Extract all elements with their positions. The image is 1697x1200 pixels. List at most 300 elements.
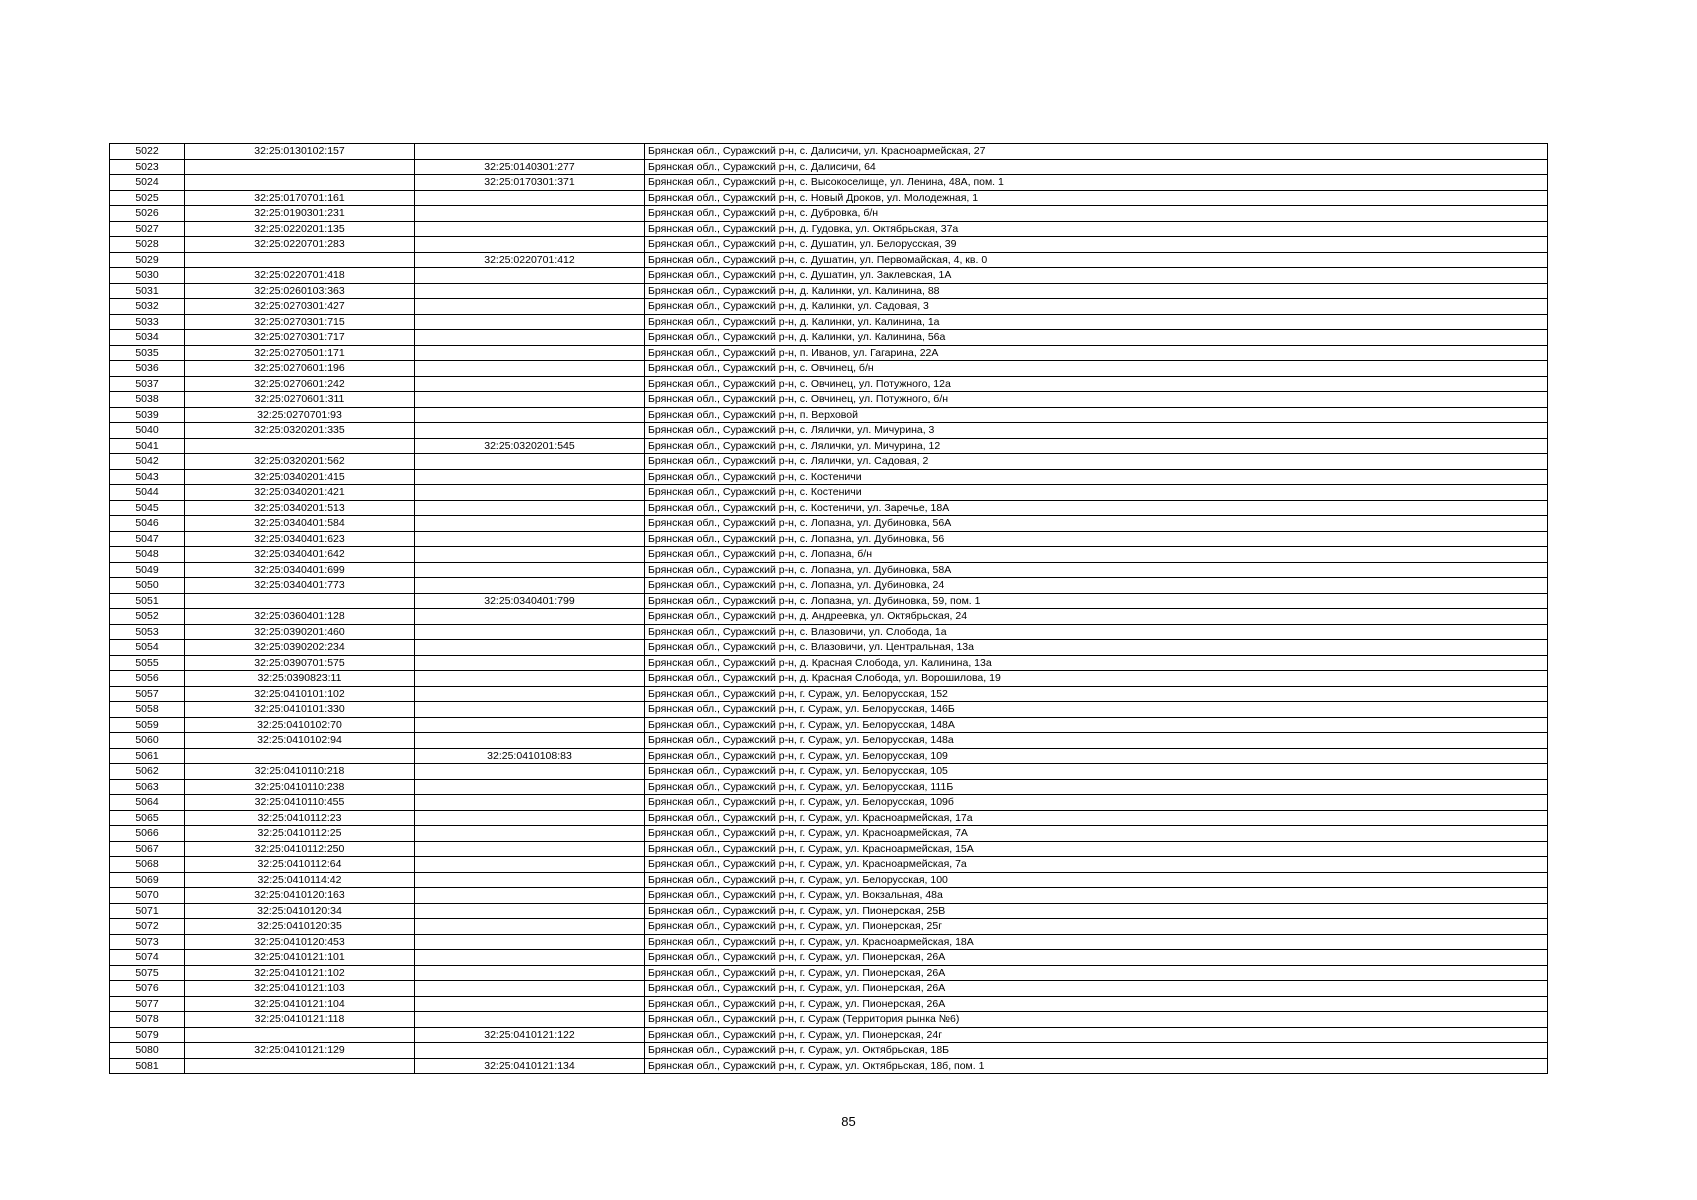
- cadastral-number-cell: 32:25:0340401:623: [185, 531, 415, 547]
- row-number-cell: 5056: [110, 671, 185, 687]
- object-cadastral-number-cell: [415, 237, 645, 253]
- address-cell: Брянская обл., Суражский р-н, г. Сураж, ул. Красноармейская, 7а: [645, 857, 1548, 873]
- table-row: [110, 392, 1548, 408]
- table-row: [110, 330, 1548, 346]
- address-cell: Брянская обл., Суражский р-н, г. Сураж, ул. Белорусская, 111Б: [645, 779, 1548, 795]
- object-cadastral-number-cell: [415, 330, 645, 346]
- object-cadastral-number-cell: 32:25:0410121:134: [415, 1058, 645, 1074]
- object-cadastral-number-cell: [415, 547, 645, 563]
- address-cell: Брянская обл., Суражский р-н, г. Сураж, ул. Белорусская, 109: [645, 748, 1548, 764]
- address-cell: Брянская обл., Суражский р-н, с. Лопазна, ул. Дубиновка, 24: [645, 578, 1548, 594]
- cadastral-number-cell: [185, 1027, 415, 1043]
- row-number-cell: 5035: [110, 345, 185, 361]
- object-cadastral-number-cell: [415, 314, 645, 330]
- object-cadastral-number-cell: [415, 950, 645, 966]
- object-cadastral-number-cell: [415, 283, 645, 299]
- cadastral-number-cell: 32:25:0410121:118: [185, 1012, 415, 1028]
- address-cell: Брянская обл., Суражский р-н, д. Красная Слобода, ул. Калинина, 13а: [645, 655, 1548, 671]
- table-row: [110, 361, 1548, 377]
- object-cadastral-number-cell: [415, 764, 645, 780]
- object-cadastral-number-cell: [415, 624, 645, 640]
- object-cadastral-number-cell: [415, 779, 645, 795]
- table-row: [110, 516, 1548, 532]
- address-cell: Брянская обл., Суражский р-н, г. Сураж, ул. Пионерская, 24г: [645, 1027, 1548, 1043]
- address-cell: Брянская обл., Суражский р-н, г. Сураж, ул. Белорусская, 146Б: [645, 702, 1548, 718]
- object-cadastral-number-cell: [415, 841, 645, 857]
- table-row: [110, 454, 1548, 470]
- row-number-cell: 5045: [110, 500, 185, 516]
- object-cadastral-number-cell: [415, 423, 645, 439]
- object-cadastral-number-cell: [415, 221, 645, 237]
- table-row: [110, 981, 1548, 997]
- object-cadastral-number-cell: [415, 516, 645, 532]
- address-cell: Брянская обл., Суражский р-н, д. Калинки, ул. Садовая, 3: [645, 299, 1548, 315]
- row-number-cell: 5066: [110, 826, 185, 842]
- cadastral-number-cell: 32:25:0270301:717: [185, 330, 415, 346]
- address-cell: Брянская обл., Суражский р-н, с. Костеничи: [645, 469, 1548, 485]
- object-cadastral-number-cell: [415, 500, 645, 516]
- table-row: [110, 283, 1548, 299]
- row-number-cell: 5067: [110, 841, 185, 857]
- cadastral-number-cell: 32:25:0340201:421: [185, 485, 415, 501]
- address-cell: Брянская обл., Суражский р-н, г. Сураж, ул. Пионерская, 26А: [645, 965, 1548, 981]
- object-cadastral-number-cell: [415, 857, 645, 873]
- cadastral-number-cell: 32:25:0270301:427: [185, 299, 415, 315]
- address-cell: Брянская обл., Суражский р-н, с. Душатин, ул. Заклевская, 1А: [645, 268, 1548, 284]
- address-cell: Брянская обл., Суражский р-н, г. Сураж, ул. Октябрьская, 18б, пом. 1: [645, 1058, 1548, 1074]
- table-row: [110, 717, 1548, 733]
- row-number-cell: 5068: [110, 857, 185, 873]
- row-number-cell: 5034: [110, 330, 185, 346]
- row-number-cell: 5054: [110, 640, 185, 656]
- address-cell: Брянская обл., Суражский р-н, с. Лопазна, ул. Дубиновка, 58А: [645, 562, 1548, 578]
- row-number-cell: 5052: [110, 609, 185, 625]
- address-cell: Брянская обл., Суражский р-н, с. Душатин, ул. Первомайская, 4, кв. 0: [645, 252, 1548, 268]
- object-cadastral-number-cell: [415, 655, 645, 671]
- table-row: [110, 919, 1548, 935]
- row-number-cell: 5042: [110, 454, 185, 470]
- row-number-cell: 5031: [110, 283, 185, 299]
- cadastral-number-cell: [185, 159, 415, 175]
- row-number-cell: 5069: [110, 872, 185, 888]
- object-cadastral-number-cell: [415, 454, 645, 470]
- object-cadastral-number-cell: 32:25:0320201:545: [415, 438, 645, 454]
- object-cadastral-number-cell: [415, 810, 645, 826]
- table-row: [110, 655, 1548, 671]
- table-row: [110, 423, 1548, 439]
- object-cadastral-number-cell: [415, 686, 645, 702]
- row-number-cell: 5075: [110, 965, 185, 981]
- row-number-cell: 5043: [110, 469, 185, 485]
- object-cadastral-number-cell: [415, 702, 645, 718]
- object-cadastral-number-cell: [415, 795, 645, 811]
- address-cell: Брянская обл., Суражский р-н, г. Сураж, ул. Пионерская, 26А: [645, 981, 1548, 997]
- cadastral-number-cell: [185, 748, 415, 764]
- cadastral-number-cell: 32:25:0270601:242: [185, 376, 415, 392]
- object-cadastral-number-cell: [415, 392, 645, 408]
- row-number-cell: 5072: [110, 919, 185, 935]
- row-number-cell: 5049: [110, 562, 185, 578]
- table-row: [110, 872, 1548, 888]
- address-cell: Брянская обл., Суражский р-н, с. Овчинец, б/н: [645, 361, 1548, 377]
- address-cell: Брянская обл., Суражский р-н, г. Сураж, ул. Октябрьская, 18Б: [645, 1043, 1548, 1059]
- address-cell: Брянская обл., Суражский р-н, г. Сураж, ул. Белорусская, 152: [645, 686, 1548, 702]
- table-row: [110, 345, 1548, 361]
- address-cell: Брянская обл., Суражский р-н, с. Дубровка, б/н: [645, 206, 1548, 222]
- object-cadastral-number-cell: [415, 345, 645, 361]
- table-row: [110, 624, 1548, 640]
- table-row: [110, 144, 1548, 160]
- address-cell: Брянская обл., Суражский р-н, с. Душатин, ул. Белорусская, 39: [645, 237, 1548, 253]
- address-cell: Брянская обл., Суражский р-н, г. Сураж, ул. Красноармейская, 15А: [645, 841, 1548, 857]
- row-number-cell: 5055: [110, 655, 185, 671]
- address-cell: Брянская обл., Суражский р-н, д. Гудовка, ул. Октябрьская, 37а: [645, 221, 1548, 237]
- table-row: [110, 702, 1548, 718]
- address-cell: Брянская обл., Суражский р-н, г. Сураж, ул. Пионерская, 26А: [645, 950, 1548, 966]
- row-number-cell: 5063: [110, 779, 185, 795]
- cadastral-table: [109, 143, 1548, 1074]
- row-number-cell: 5032: [110, 299, 185, 315]
- cadastral-number-cell: 32:25:0390201:460: [185, 624, 415, 640]
- object-cadastral-number-cell: [415, 206, 645, 222]
- address-cell: Брянская обл., Суражский р-н, с. Лялички, ул. Мичурина, 3: [645, 423, 1548, 439]
- table-row: [110, 779, 1548, 795]
- cadastral-number-cell: 32:25:0410102:94: [185, 733, 415, 749]
- table-row: [110, 888, 1548, 904]
- row-number-cell: 5027: [110, 221, 185, 237]
- address-cell: Брянская обл., Суражский р-н, п. Иванов, ул. Гагарина, 22А: [645, 345, 1548, 361]
- page-number: 85: [841, 1114, 856, 1129]
- table-row: [110, 562, 1548, 578]
- table-row: [110, 764, 1548, 780]
- cadastral-number-cell: 32:25:0390823:11: [185, 671, 415, 687]
- cadastral-number-cell: 32:25:0320201:335: [185, 423, 415, 439]
- table-row: [110, 686, 1548, 702]
- row-number-cell: 5076: [110, 981, 185, 997]
- cadastral-number-cell: 32:25:0410121:103: [185, 981, 415, 997]
- row-number-cell: 5040: [110, 423, 185, 439]
- table-row: [110, 593, 1548, 609]
- row-number-cell: 5041: [110, 438, 185, 454]
- address-cell: Брянская обл., Суражский р-н, с. Лопазна, ул. Дубиновка, 56: [645, 531, 1548, 547]
- object-cadastral-number-cell: 32:25:0140301:277: [415, 159, 645, 175]
- object-cadastral-number-cell: 32:25:0220701:412: [415, 252, 645, 268]
- address-cell: Брянская обл., Суражский р-н, с. Лопазна, б/н: [645, 547, 1548, 563]
- table-row: [110, 500, 1548, 516]
- address-cell: Брянская обл., Суражский р-н, г. Сураж, ул. Белорусская, 148а: [645, 733, 1548, 749]
- object-cadastral-number-cell: [415, 872, 645, 888]
- object-cadastral-number-cell: [415, 1012, 645, 1028]
- row-number-cell: 5064: [110, 795, 185, 811]
- row-number-cell: 5073: [110, 934, 185, 950]
- address-cell: Брянская обл., Суражский р-н, с. Костеничи: [645, 485, 1548, 501]
- row-number-cell: 5074: [110, 950, 185, 966]
- table-row: [110, 578, 1548, 594]
- object-cadastral-number-cell: [415, 407, 645, 423]
- table-row: [110, 1027, 1548, 1043]
- cadastral-number-cell: 32:25:0410112:23: [185, 810, 415, 826]
- address-cell: Брянская обл., Суражский р-н, д. Калинки, ул. Калинина, 56а: [645, 330, 1548, 346]
- row-number-cell: 5053: [110, 624, 185, 640]
- cadastral-number-cell: 32:25:0270301:715: [185, 314, 415, 330]
- object-cadastral-number-cell: [415, 469, 645, 485]
- row-number-cell: 5029: [110, 252, 185, 268]
- cadastral-number-cell: 32:25:0190301:231: [185, 206, 415, 222]
- cadastral-number-cell: 32:25:0390701:575: [185, 655, 415, 671]
- address-cell: Брянская обл., Суражский р-н, с. Лопазна, ул. Дубиновка, 59, пом. 1: [645, 593, 1548, 609]
- address-cell: Брянская обл., Суражский р-н, г. Сураж, ул. Красноармейская, 18А: [645, 934, 1548, 950]
- table-row: [110, 950, 1548, 966]
- table-row: [110, 469, 1548, 485]
- row-number-cell: 5026: [110, 206, 185, 222]
- table-row: [110, 609, 1548, 625]
- object-cadastral-number-cell: [415, 1043, 645, 1059]
- address-cell: Брянская обл., Суражский р-н, с. Влазовичи, ул. Слобода, 1а: [645, 624, 1548, 640]
- cadastral-number-cell: 32:25:0360401:128: [185, 609, 415, 625]
- row-number-cell: 5022: [110, 144, 185, 160]
- table-row: [110, 1058, 1548, 1074]
- row-number-cell: 5071: [110, 903, 185, 919]
- cadastral-number-cell: 32:25:0340401:642: [185, 547, 415, 563]
- cadastral-number-cell: 32:25:0220701:418: [185, 268, 415, 284]
- cadastral-number-cell: 32:25:0270501:171: [185, 345, 415, 361]
- address-cell: Брянская обл., Суражский р-н, г. Сураж, ул. Красноармейская, 7А: [645, 826, 1548, 842]
- table-row: [110, 438, 1548, 454]
- address-cell: Брянская обл., Суражский р-н, г. Сураж, ул. Пионерская, 25г: [645, 919, 1548, 935]
- address-cell: Брянская обл., Суражский р-н, с. Овчинец, ул. Потужного, б/н: [645, 392, 1548, 408]
- table-row: [110, 314, 1548, 330]
- row-number-cell: 5077: [110, 996, 185, 1012]
- row-number-cell: 5028: [110, 237, 185, 253]
- row-number-cell: 5044: [110, 485, 185, 501]
- cadastral-number-cell: 32:25:0340201:415: [185, 469, 415, 485]
- address-cell: Брянская обл., Суражский р-н, д. Калинки, ул. Калинина, 1а: [645, 314, 1548, 330]
- object-cadastral-number-cell: 32:25:0410108:83: [415, 748, 645, 764]
- row-number-cell: 5024: [110, 175, 185, 191]
- cadastral-number-cell: [185, 438, 415, 454]
- cadastral-number-cell: 32:25:0340401:584: [185, 516, 415, 532]
- cadastral-number-cell: 32:25:0410121:102: [185, 965, 415, 981]
- row-number-cell: 5047: [110, 531, 185, 547]
- object-cadastral-number-cell: [415, 826, 645, 842]
- address-cell: Брянская обл., Суражский р-н, г. Сураж, ул. Белорусская, 100: [645, 872, 1548, 888]
- cadastral-number-cell: 32:25:0220701:283: [185, 237, 415, 253]
- table-row: [110, 159, 1548, 175]
- cadastral-number-cell: 32:25:0410110:238: [185, 779, 415, 795]
- row-number-cell: 5050: [110, 578, 185, 594]
- row-number-cell: 5081: [110, 1058, 185, 1074]
- table-row: [110, 268, 1548, 284]
- cadastral-number-cell: 32:25:0260103:363: [185, 283, 415, 299]
- row-number-cell: 5070: [110, 888, 185, 904]
- address-cell: Брянская обл., Суражский р-н, с. Далисичи, 64: [645, 159, 1548, 175]
- address-cell: Брянская обл., Суражский р-н, д. Калинки, ул. Калинина, 88: [645, 283, 1548, 299]
- cadastral-number-cell: 32:25:0410112:250: [185, 841, 415, 857]
- cadastral-number-cell: 32:25:0410120:35: [185, 919, 415, 935]
- cadastral-number-cell: 32:25:0340401:773: [185, 578, 415, 594]
- address-cell: Брянская обл., Суражский р-н, г. Сураж, ул. Вокзальная, 48а: [645, 888, 1548, 904]
- cadastral-number-cell: 32:25:0410120:34: [185, 903, 415, 919]
- row-number-cell: 5038: [110, 392, 185, 408]
- object-cadastral-number-cell: [415, 299, 645, 315]
- address-cell: Брянская обл., Суражский р-н, г. Сураж, ул. Красноармейская, 17а: [645, 810, 1548, 826]
- row-number-cell: 5030: [110, 268, 185, 284]
- row-number-cell: 5025: [110, 190, 185, 206]
- table-row: [110, 733, 1548, 749]
- cadastral-number-cell: 32:25:0270701:93: [185, 407, 415, 423]
- table-row: [110, 175, 1548, 191]
- object-cadastral-number-cell: [415, 888, 645, 904]
- row-number-cell: 5036: [110, 361, 185, 377]
- row-number-cell: 5059: [110, 717, 185, 733]
- object-cadastral-number-cell: [415, 376, 645, 392]
- object-cadastral-number-cell: [415, 965, 645, 981]
- cadastral-number-cell: 32:25:0410112:25: [185, 826, 415, 842]
- table-row: [110, 841, 1548, 857]
- object-cadastral-number-cell: [415, 268, 645, 284]
- address-cell: Брянская обл., Суражский р-н, г. Сураж, ул. Пионерская, 26А: [645, 996, 1548, 1012]
- row-number-cell: 5039: [110, 407, 185, 423]
- object-cadastral-number-cell: [415, 733, 645, 749]
- row-number-cell: 5078: [110, 1012, 185, 1028]
- table-row: [110, 485, 1548, 501]
- object-cadastral-number-cell: [415, 934, 645, 950]
- table-row: [110, 996, 1548, 1012]
- table-row: [110, 206, 1548, 222]
- object-cadastral-number-cell: [415, 485, 645, 501]
- address-cell: Брянская обл., Суражский р-н, г. Сураж, ул. Белорусская, 105: [645, 764, 1548, 780]
- cadastral-number-cell: 32:25:0220201:135: [185, 221, 415, 237]
- cadastral-number-cell: 32:25:0410110:455: [185, 795, 415, 811]
- object-cadastral-number-cell: [415, 361, 645, 377]
- object-cadastral-number-cell: [415, 717, 645, 733]
- object-cadastral-number-cell: 32:25:0170301:371: [415, 175, 645, 191]
- table-row: [110, 190, 1548, 206]
- object-cadastral-number-cell: [415, 981, 645, 997]
- row-number-cell: 5080: [110, 1043, 185, 1059]
- row-number-cell: 5023: [110, 159, 185, 175]
- object-cadastral-number-cell: [415, 190, 645, 206]
- row-number-cell: 5046: [110, 516, 185, 532]
- cadastral-number-cell: 32:25:0170701:161: [185, 190, 415, 206]
- address-cell: Брянская обл., Суражский р-н, с. Лялички, ул. Мичурина, 12: [645, 438, 1548, 454]
- table-row: [110, 1043, 1548, 1059]
- object-cadastral-number-cell: [415, 640, 645, 656]
- cadastral-number-cell: 32:25:0410120:453: [185, 934, 415, 950]
- table-row: [110, 934, 1548, 950]
- table-row: [110, 748, 1548, 764]
- cadastral-number-cell: [185, 252, 415, 268]
- cadastral-number-cell: 32:25:0410114:42: [185, 872, 415, 888]
- table-row: [110, 376, 1548, 392]
- row-number-cell: 5062: [110, 764, 185, 780]
- address-cell: Брянская обл., Суражский р-н, п. Верховой: [645, 407, 1548, 423]
- cadastral-number-cell: 32:25:0340201:513: [185, 500, 415, 516]
- address-cell: Брянская обл., Суражский р-н, г. Сураж, ул. Пионерская, 25В: [645, 903, 1548, 919]
- address-cell: Брянская обл., Суражский р-н, с. Далисичи, ул. Красноармейская, 27: [645, 144, 1548, 160]
- table-row: [110, 1012, 1548, 1028]
- object-cadastral-number-cell: [415, 919, 645, 935]
- object-cadastral-number-cell: 32:25:0410121:122: [415, 1027, 645, 1043]
- cadastral-number-cell: 32:25:0410110:218: [185, 764, 415, 780]
- cadastral-number-cell: 32:25:0410101:330: [185, 702, 415, 718]
- row-number-cell: 5058: [110, 702, 185, 718]
- cadastral-number-cell: 32:25:0270601:311: [185, 392, 415, 408]
- cadastral-number-cell: [185, 1058, 415, 1074]
- table-row: [110, 965, 1548, 981]
- table-row: [110, 547, 1548, 563]
- row-number-cell: 5060: [110, 733, 185, 749]
- cadastral-number-cell: 32:25:0410120:163: [185, 888, 415, 904]
- object-cadastral-number-cell: [415, 578, 645, 594]
- address-cell: Брянская обл., Суражский р-н, д. Андреевка, ул. Октябрьская, 24: [645, 609, 1548, 625]
- object-cadastral-number-cell: [415, 671, 645, 687]
- address-cell: Брянская обл., Суражский р-н, г. Сураж, ул. Белорусская, 148А: [645, 717, 1548, 733]
- object-cadastral-number-cell: [415, 609, 645, 625]
- row-number-cell: 5079: [110, 1027, 185, 1043]
- table-row: [110, 407, 1548, 423]
- cadastral-number-cell: 32:25:0410121:104: [185, 996, 415, 1012]
- row-number-cell: 5065: [110, 810, 185, 826]
- cadastral-number-cell: 32:25:0390202:234: [185, 640, 415, 656]
- table-row: [110, 857, 1548, 873]
- cadastral-number-cell: 32:25:0320201:562: [185, 454, 415, 470]
- address-cell: Брянская обл., Суражский р-н, г. Сураж, ул. Белорусская, 109б: [645, 795, 1548, 811]
- table-row: [110, 826, 1548, 842]
- table-row: [110, 795, 1548, 811]
- row-number-cell: 5061: [110, 748, 185, 764]
- address-cell: Брянская обл., Суражский р-н, д. Красная Слобода, ул. Ворошилова, 19: [645, 671, 1548, 687]
- address-cell: Брянская обл., Суражский р-н, с. Овчинец, ул. Потужного, 12а: [645, 376, 1548, 392]
- table-body: [110, 144, 1548, 1074]
- address-cell: Брянская обл., Суражский р-н, с. Высокоселище, ул. Ленина, 48А, пом. 1: [645, 175, 1548, 191]
- cadastral-number-cell: 32:25:0270601:196: [185, 361, 415, 377]
- object-cadastral-number-cell: [415, 144, 645, 160]
- cadastral-number-cell: 32:25:0410121:129: [185, 1043, 415, 1059]
- table-row: [110, 299, 1548, 315]
- cadastral-number-cell: 32:25:0130102:157: [185, 144, 415, 160]
- cadastral-number-cell: 32:25:0410102:70: [185, 717, 415, 733]
- address-cell: Брянская обл., Суражский р-н, г. Сураж (Территория рынка №6): [645, 1012, 1548, 1028]
- table-row: [110, 671, 1548, 687]
- object-cadastral-number-cell: [415, 996, 645, 1012]
- row-number-cell: 5057: [110, 686, 185, 702]
- address-cell: Брянская обл., Суражский р-н, с. Костеничи, ул. Заречье, 18А: [645, 500, 1548, 516]
- object-cadastral-number-cell: [415, 531, 645, 547]
- address-cell: Брянская обл., Суражский р-н, с. Влазовичи, ул. Центральная, 13а: [645, 640, 1548, 656]
- table-row: [110, 237, 1548, 253]
- cadastral-number-cell: [185, 593, 415, 609]
- cadastral-number-cell: 32:25:0340401:699: [185, 562, 415, 578]
- row-number-cell: 5048: [110, 547, 185, 563]
- table-row: [110, 810, 1548, 826]
- cadastral-number-cell: 32:25:0410112:64: [185, 857, 415, 873]
- table-row: [110, 640, 1548, 656]
- table-row: [110, 221, 1548, 237]
- cadastral-number-cell: 32:25:0410101:102: [185, 686, 415, 702]
- address-cell: Брянская обл., Суражский р-н, с. Новый Дроков, ул. Молодежная, 1: [645, 190, 1548, 206]
- object-cadastral-number-cell: [415, 903, 645, 919]
- table-row: [110, 903, 1548, 919]
- row-number-cell: 5033: [110, 314, 185, 330]
- object-cadastral-number-cell: 32:25:0340401:799: [415, 593, 645, 609]
- cadastral-number-cell: [185, 175, 415, 191]
- row-number-cell: 5037: [110, 376, 185, 392]
- address-cell: Брянская обл., Суражский р-н, с. Лялички, ул. Садовая, 2: [645, 454, 1548, 470]
- row-number-cell: 5051: [110, 593, 185, 609]
- table-row: [110, 252, 1548, 268]
- object-cadastral-number-cell: [415, 562, 645, 578]
